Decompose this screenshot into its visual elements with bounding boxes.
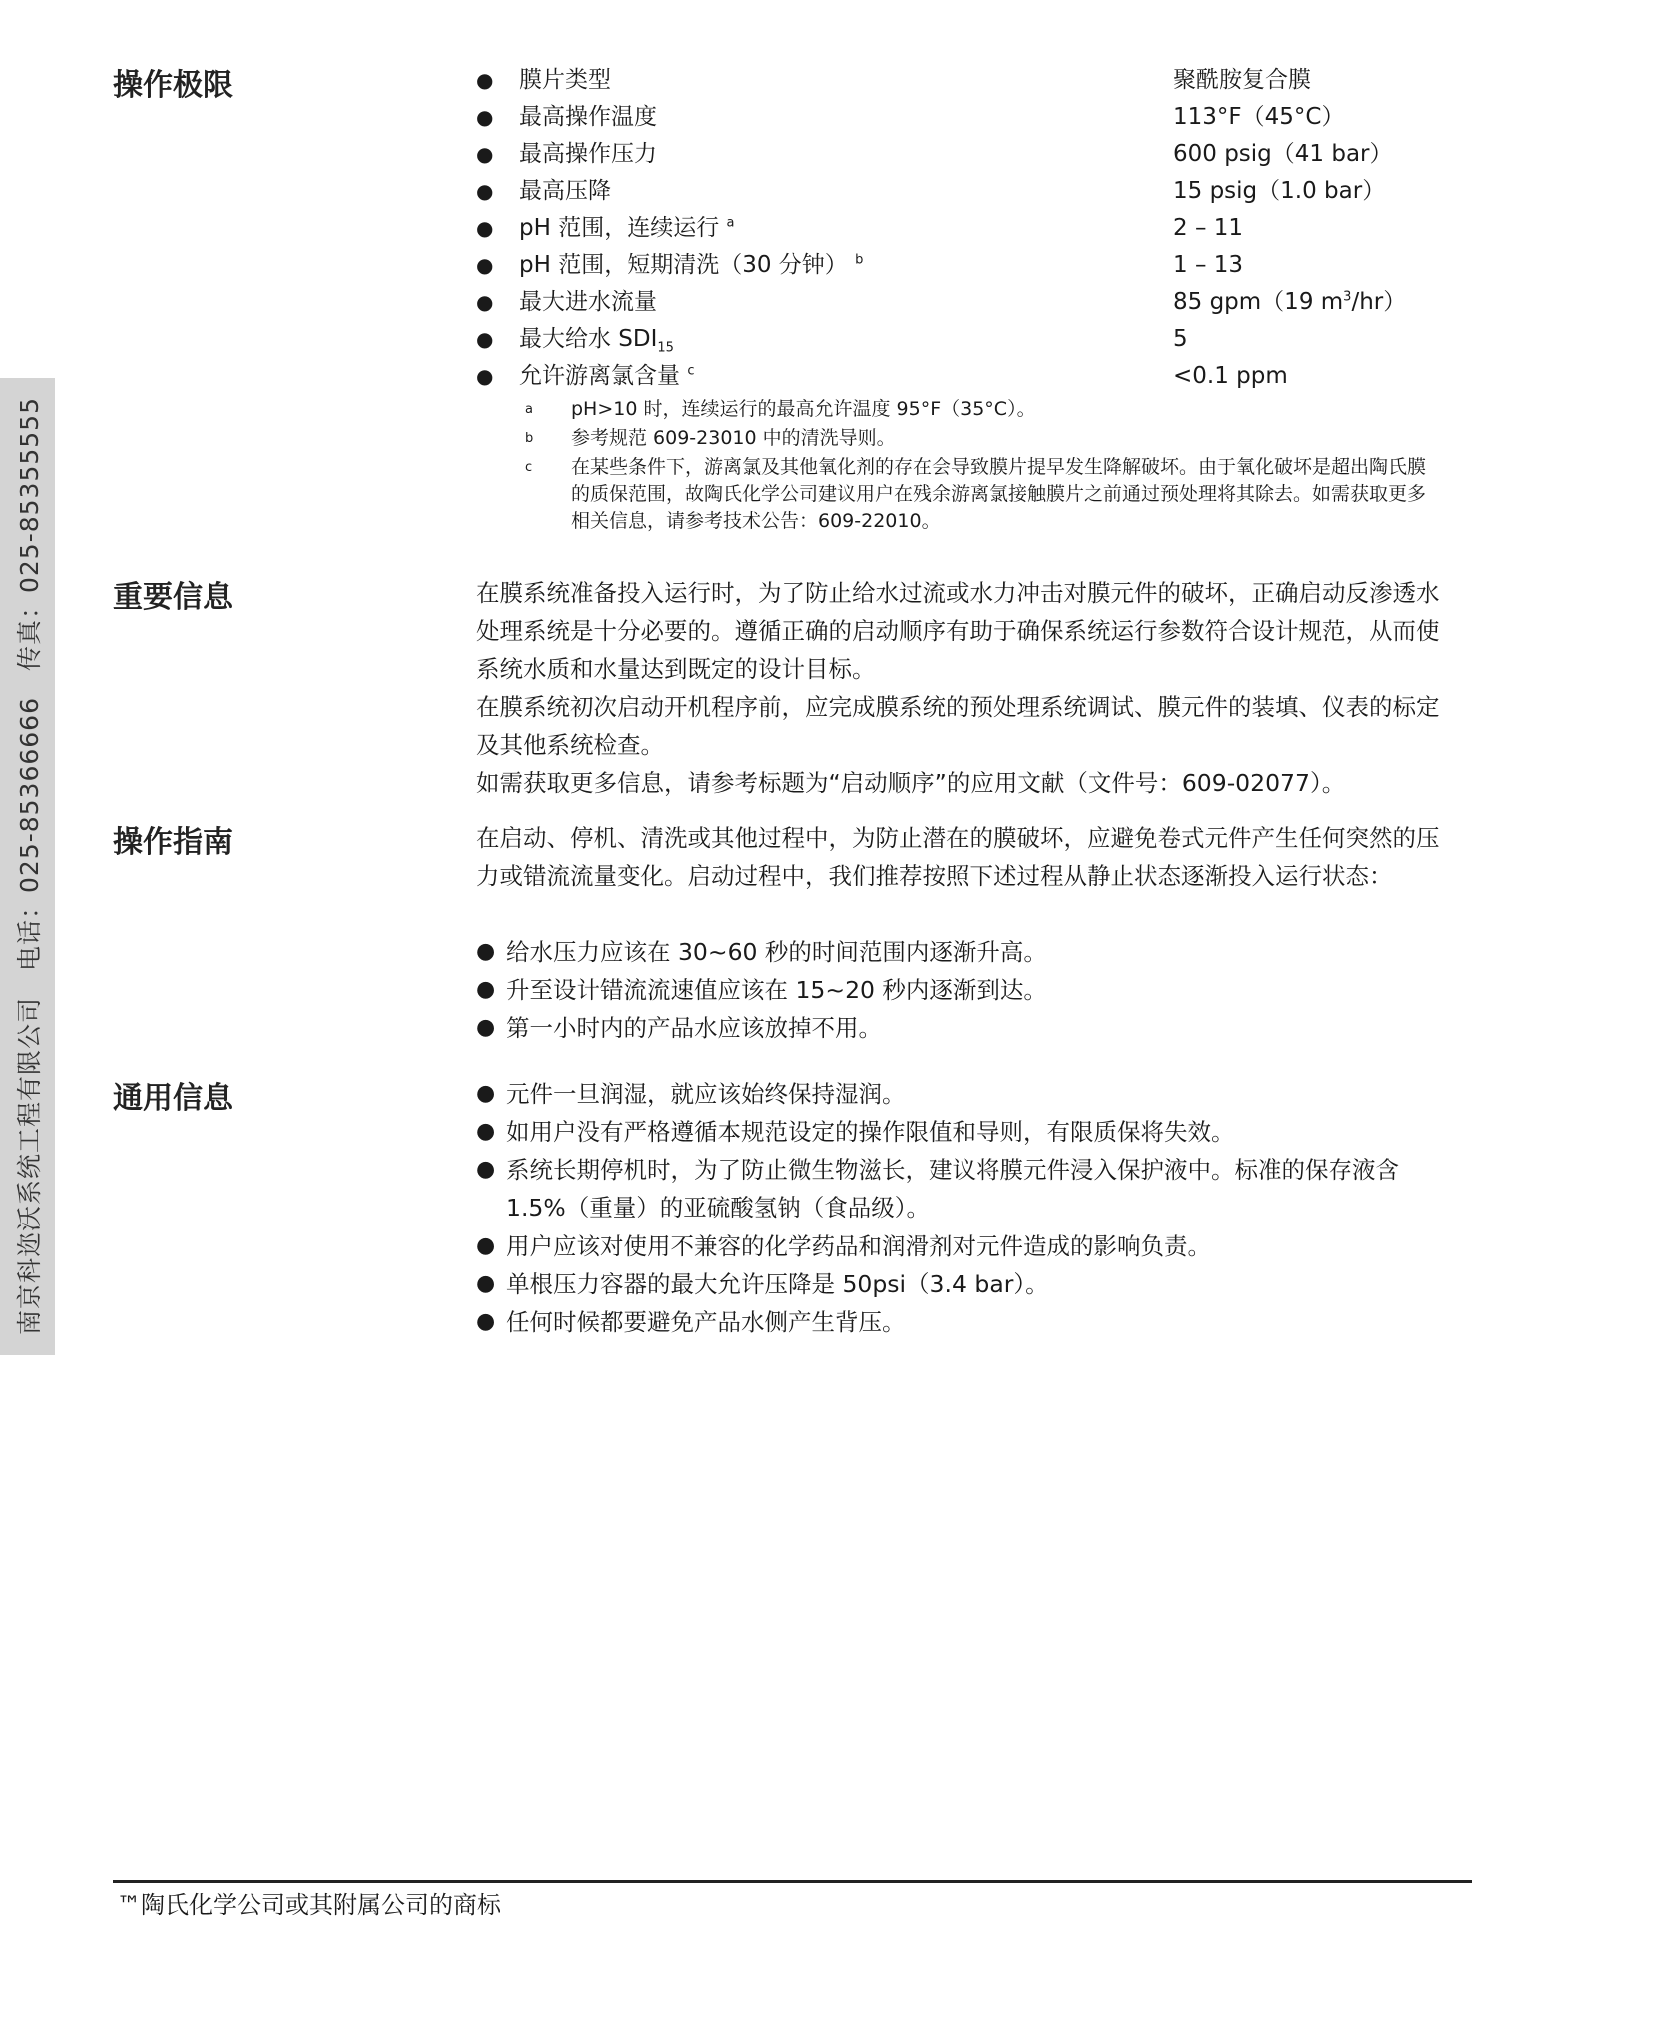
list-item-text: 单根压力容器的最大允许压降是 50psi（3.4 bar）。 bbox=[506, 1270, 1049, 1298]
limit-value: 1 – 13 bbox=[1173, 252, 1244, 278]
limit-row bbox=[476, 247, 1476, 283]
footnote-text: 在某些条件下，游离氯及其他氧化剂的存在会导致膜片提早发生降解破坏。由于氧化破坏是超出陶氏膜的质保范围，故陶氏化学公司建议用户在残余游离氯接触膜片之前通过预处理将其除去。如需获取更多相关信息，请参考技术公告：609-22010。 bbox=[571, 456, 1427, 532]
limit-value: 聚酰胺复合膜 bbox=[1173, 67, 1311, 93]
limit-row bbox=[476, 173, 1476, 209]
flow-value-post: /hr） bbox=[1351, 289, 1407, 315]
bullet-icon: ● bbox=[476, 327, 494, 351]
limit-label: 最高压降 bbox=[519, 178, 611, 204]
limit-row bbox=[476, 136, 1476, 172]
flow-value-pre: 85 gpm（19 m bbox=[1173, 289, 1344, 315]
limit-row bbox=[476, 358, 1476, 394]
limit-label: 最高操作温度 bbox=[519, 104, 657, 130]
heading-general-info: 通用信息 bbox=[113, 1081, 233, 1116]
limit-value bbox=[1173, 284, 1406, 320]
bullet-icon: ● bbox=[476, 253, 494, 277]
bullet-icon: ● bbox=[476, 1271, 496, 1296]
bullet-icon: ● bbox=[476, 977, 496, 1002]
list-item bbox=[476, 1075, 1466, 1113]
heading-important-info: 重要信息 bbox=[113, 580, 233, 615]
bullet-icon: ● bbox=[476, 290, 494, 314]
paragraph: 在膜系统初次启动开机程序前，应完成膜系统的预处理系统调试、膜元件的装填、仪表的标定及其他系统检查。 bbox=[476, 693, 1440, 759]
paragraph: 如需获取更多信息，请参考标题为“启动顺序”的应用文献（文件号：609-02077）。 bbox=[476, 769, 1346, 797]
footnote-ref: c bbox=[687, 363, 695, 379]
footnote bbox=[525, 454, 1436, 535]
limit-row bbox=[476, 321, 1476, 357]
footnote bbox=[525, 425, 1451, 452]
paragraph: 在膜系统准备投入运行时，为了防止给水过流或水力冲击对膜元件的破坏，正确启动反渗透水处理系统是十分必要的。遵循正确的启动顺序有助于确保系统运行参数符合设计规范，从而使系统水质和水量达到既定的设计目标。 bbox=[476, 579, 1440, 683]
list-item-text: 任何时候都要避免产品水侧产生背压。 bbox=[506, 1308, 906, 1336]
list-item-text: 元件一旦润湿，就应该始终保持湿润。 bbox=[506, 1080, 906, 1108]
list-item-text: 系统长期停机时，为了防止微生物滋长，建议将膜元件浸入保护液中。标准的保存液含 1.5%（重量）的亚硫酸氢钠（食品级）。 bbox=[506, 1156, 1399, 1222]
footer-divider bbox=[113, 1880, 1472, 1883]
heading-operation-guide: 操作指南 bbox=[113, 825, 233, 860]
limit-label bbox=[519, 321, 674, 357]
list-item bbox=[476, 971, 1466, 1009]
operation-guide-intro: 在启动、停机、清洗或其他过程中，为防止潜在的膜破坏，应避免卷式元件产生任何突然的压力或错流流量变化。启动过程中，我们推荐按照下述过程从静止状态逐渐投入运行状态： bbox=[476, 824, 1440, 890]
footnote bbox=[525, 396, 1451, 423]
limit-row bbox=[476, 99, 1476, 135]
bullet-icon: ● bbox=[476, 1309, 496, 1334]
limit-value: 600 psig（41 bar） bbox=[1173, 141, 1393, 167]
footnote-ref: b bbox=[855, 252, 864, 268]
bullet-icon: ● bbox=[476, 179, 494, 203]
list-item bbox=[476, 1113, 1466, 1151]
limit-row bbox=[476, 62, 1476, 98]
bullet-icon: ● bbox=[476, 68, 494, 92]
general-info-list bbox=[476, 1075, 1466, 1341]
list-item bbox=[476, 1009, 1466, 1047]
important-info-body bbox=[476, 574, 1459, 802]
limit-label-text: 允许游离氯含量 bbox=[519, 363, 680, 389]
limit-label bbox=[519, 247, 863, 283]
footnote-mark: c bbox=[525, 460, 533, 475]
bullet-icon: ● bbox=[476, 1081, 496, 1106]
heading-operating-limits: 操作极限 bbox=[113, 68, 233, 103]
limit-value: 2 – 11 bbox=[1173, 215, 1244, 241]
bullet-icon: ● bbox=[476, 939, 496, 964]
limit-row bbox=[476, 284, 1476, 320]
limit-label: 最大进水流量 bbox=[519, 289, 657, 315]
footnote-mark: a bbox=[525, 402, 533, 417]
limit-label-text: 最大给水 SDI bbox=[519, 326, 658, 352]
list-item-text: 升至设计错流流速值应该在 15~20 秒内逐渐到达。 bbox=[506, 976, 1047, 1004]
limit-label: 最高操作压力 bbox=[519, 141, 657, 167]
bullet-icon: ● bbox=[476, 1119, 496, 1144]
bullet-icon: ● bbox=[476, 1157, 496, 1182]
limit-label bbox=[519, 358, 694, 394]
footnote-text: pH>10 时，连续运行的最高允许温度 95°F（35°C）。 bbox=[571, 398, 1036, 420]
list-item bbox=[476, 933, 1466, 971]
list-item bbox=[476, 1265, 1466, 1303]
bullet-icon: ● bbox=[476, 105, 494, 129]
list-item bbox=[476, 1303, 1466, 1341]
bullet-icon: ● bbox=[476, 142, 494, 166]
limit-label: 膜片类型 bbox=[519, 67, 611, 93]
limit-value: 5 bbox=[1173, 326, 1188, 352]
limit-label-text: pH 范围，连续运行 bbox=[519, 215, 720, 241]
limit-label bbox=[519, 210, 735, 246]
bullet-icon: ● bbox=[476, 1233, 496, 1258]
list-item-text: 第一小时内的产品水应该放掉不用。 bbox=[506, 1014, 882, 1042]
limit-value: <0.1 ppm bbox=[1173, 363, 1288, 389]
limit-row bbox=[476, 210, 1476, 246]
list-item bbox=[476, 1227, 1466, 1265]
footnote-text: 参考规范 609-23010 中的清洗导则。 bbox=[571, 427, 896, 449]
list-item bbox=[476, 1151, 1466, 1227]
limit-label-text: pH 范围，短期清洗（30 分钟） bbox=[519, 252, 848, 278]
sidebar-contact-text: 南京科迩沃系统工程有限公司 电话：025-85366666 传真：025-85355555 bbox=[15, 397, 44, 1335]
operation-guide-list bbox=[476, 933, 1466, 1047]
list-item-text: 用户应该对使用不兼容的化学药品和润滑剂对元件造成的影响负责。 bbox=[506, 1232, 1211, 1260]
list-item-text: 如用户没有严格遵循本规范设定的操作限值和导则，有限质保将失效。 bbox=[506, 1118, 1235, 1146]
bullet-icon: ● bbox=[476, 216, 494, 240]
limit-value: 113°F（45°C） bbox=[1173, 104, 1345, 130]
limit-value: 15 psig（1.0 bar） bbox=[1173, 178, 1386, 204]
trademark-footer: ™陶氏化学公司或其附属公司的商标 bbox=[117, 1891, 501, 1919]
bullet-icon: ● bbox=[476, 364, 494, 388]
flow-value-sup: 3 bbox=[1343, 289, 1352, 305]
footnote-ref: a bbox=[726, 215, 735, 231]
list-item-text: 给水压力应该在 30~60 秒的时间范围内逐渐升高。 bbox=[506, 938, 1047, 966]
bullet-icon: ● bbox=[476, 1015, 496, 1040]
sdi-subscript: 15 bbox=[657, 340, 674, 356]
footnote-mark: b bbox=[525, 431, 534, 446]
